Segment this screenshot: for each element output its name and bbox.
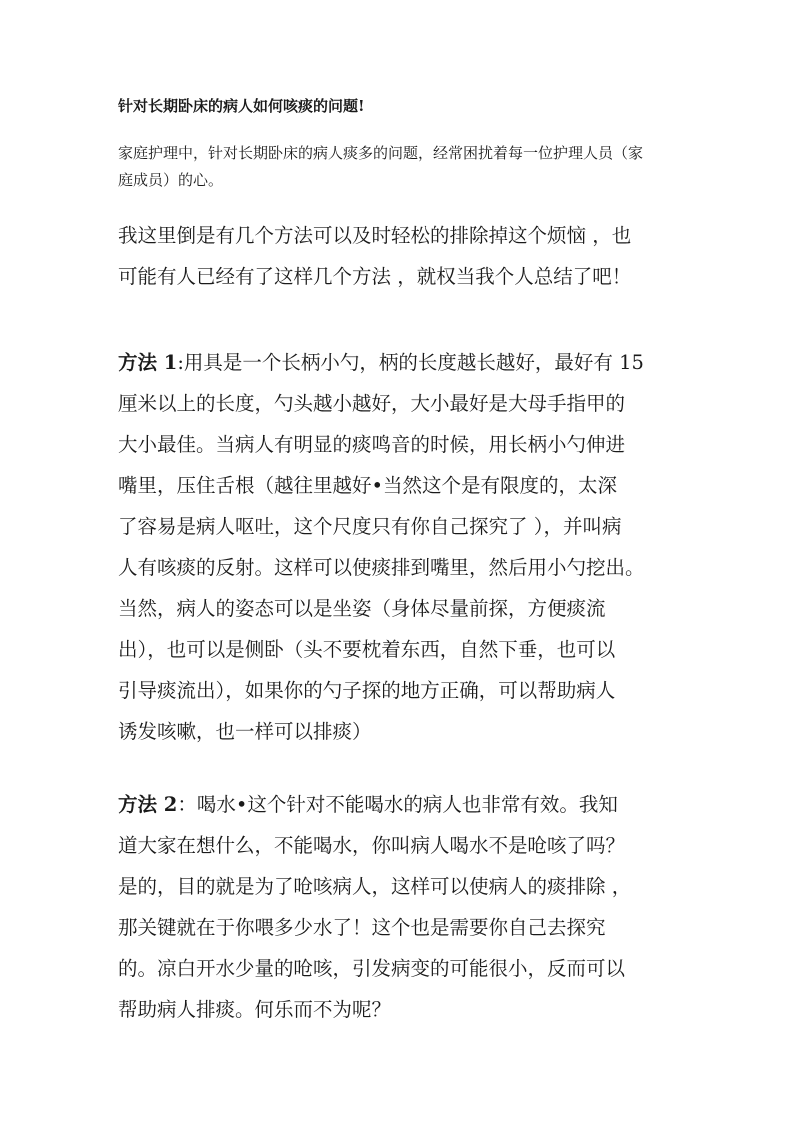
method-line: 当然，病人的姿态可以是坐姿（身体尽量前探，方便痰流: [118, 597, 606, 620]
method-line: 嘴里，压住舌根（越往里越好•当然这个是有限度的，太深: [118, 474, 618, 497]
method-line: 帮助病人排痰。何乐而不为呢？: [118, 998, 392, 1021]
method-line: 的。凉白开水少量的呛咳，引发病变的可能很小，反而可以: [118, 957, 626, 980]
method-first-line: [118, 784, 688, 825]
intro-line: 家庭护理中，针对长期卧床的病人痰多的问题，经常困扰着每一位护理人员（家: [118, 144, 644, 162]
method-line: 引导痰流出），如果你的勺子探的地方正确，可以帮助病人: [118, 679, 616, 702]
method-label: 方法 1: [118, 351, 178, 374]
method-line: 道大家在想什么，不能喝水，你叫病人喝水不是呛咳了吗？: [118, 834, 626, 857]
method-line: 人有咳痰的反射。这样可以使痰排到嘴里，然后用小勺挖出。: [118, 556, 645, 579]
method-line: 厘米以上的长度，勺头越小越好，大小最好是大母手指甲的: [118, 392, 626, 415]
method-line: 了容易是病人呕吐，这个尺度只有你自己探究了 ），并叫病: [118, 515, 622, 538]
statement-line: 我这里倒是有几个方法可以及时轻松的排除掉这个烦恼 ，也: [118, 224, 632, 247]
statement-line: 可能有人已经有了这样几个方法 ，就权当我个人总结了吧！: [118, 265, 632, 288]
method-line: 出），也可以是侧卧（头不要枕着东西，自然下垂，也可以: [118, 638, 616, 661]
intro-line: 庭成员）的心。: [118, 171, 224, 189]
method-line: 那关键就在于你喂多少水了！这个也是需要你自己去探究: [118, 916, 606, 939]
method-label: 方法 2: [118, 793, 178, 816]
method-text: ：喝水•这个针对不能喝水的病人也非常有效。我知: [177, 793, 618, 816]
method-1-paragraph: [118, 342, 688, 752]
method-first-line: [118, 342, 688, 383]
document-title: 针对长期卧床的病人如何咳痰的问题!: [118, 97, 365, 115]
statement-paragraph: [118, 215, 688, 297]
method-text: :用具是一个长柄小勺，柄的长度越长越好，最好有 15: [177, 351, 644, 374]
method-2-paragraph: [118, 784, 688, 1030]
method-line: 大小最佳。当病人有明显的痰鸣音的时候，用长柄小勺伸进: [118, 433, 626, 456]
method-line: 是的，目的就是为了呛咳病人，这样可以使病人的痰排除 ，: [118, 875, 632, 898]
method-line: 诱发咳嗽，也一样可以排痰）: [118, 720, 372, 743]
intro-paragraph: [118, 140, 698, 194]
